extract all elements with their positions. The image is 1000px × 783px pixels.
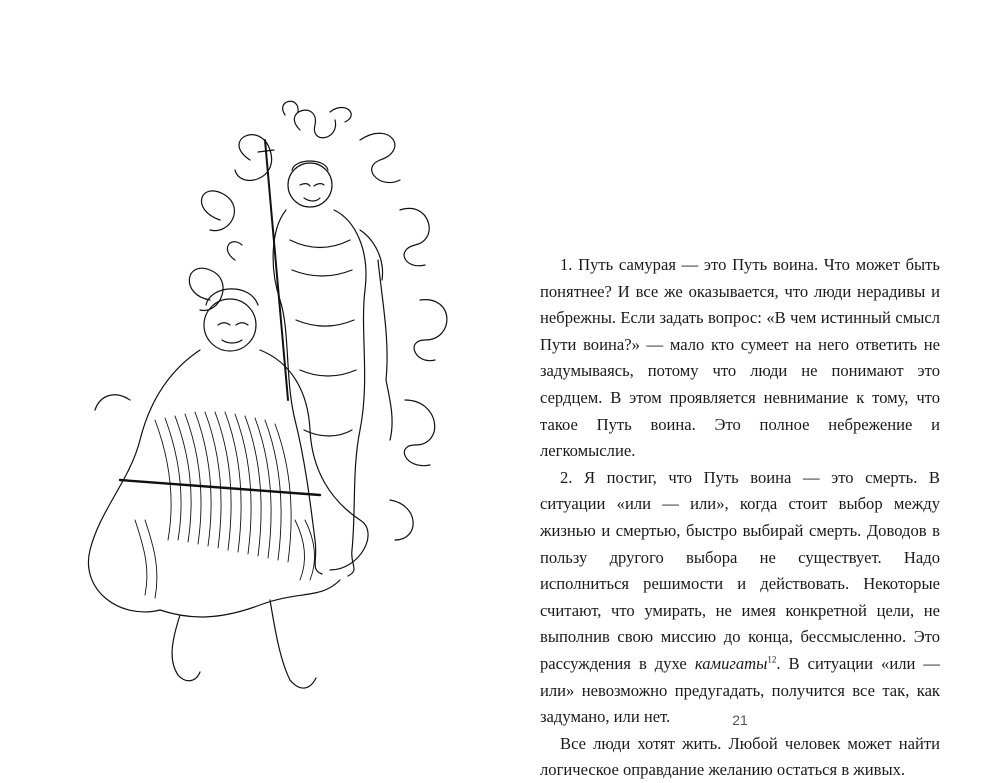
flame-swirls [189,101,447,540]
paragraph-3 [540,731,940,783]
page-number: 21 [732,712,748,728]
paragraph-1-text: 1. Путь самурая — это Путь воина. Что может быть понятнее? И все же оказывается, что люди нерадивы и небрежны. Если задать вопрос: «В чем истинный смысл Пути воина?» — мало кто сумеет на него ответить не задумываясь, потому что люди не понимают это сердцем. В этом проявляется невнимание к тому, что такое Путь воина. Это полное небрежение и легкомыслие. [540,255,940,461]
deity-figure [258,140,392,576]
paragraph-2-text-start: 2. Я постиг, что Путь воина — это смерть. В ситуации «или — или», когда стоит выбор между жизнью и смертью, быстро выбирай смерть. Доводов в пользу другого выбора не существует. Надо исполниться решимости и действовать. Некоторые считают, что умирать, не имея конкретной цели, не выполнив свою миссию до конца, бессмысленно. Это рассуждения в духе [540,467,940,673]
samurai-illustration [60,100,480,700]
samurai-figure [88,289,368,688]
paragraph-1 [540,252,940,465]
kamigata-term: камигаты [694,653,768,673]
footnote-ref-12[interactable]: 12 [767,654,777,665]
text-column [540,252,940,783]
kimono-stripes [135,412,315,598]
paragraph-3-text: Все люди хотят жить. Любой человек может найти логическое оправдание желанию остаться в живых. [540,733,940,780]
paragraph-2 [540,465,940,731]
paragraph-2-text-end: . В ситуации «или — или» невозможно предугадать, получится все так, как задумано, или нет. [540,653,941,727]
